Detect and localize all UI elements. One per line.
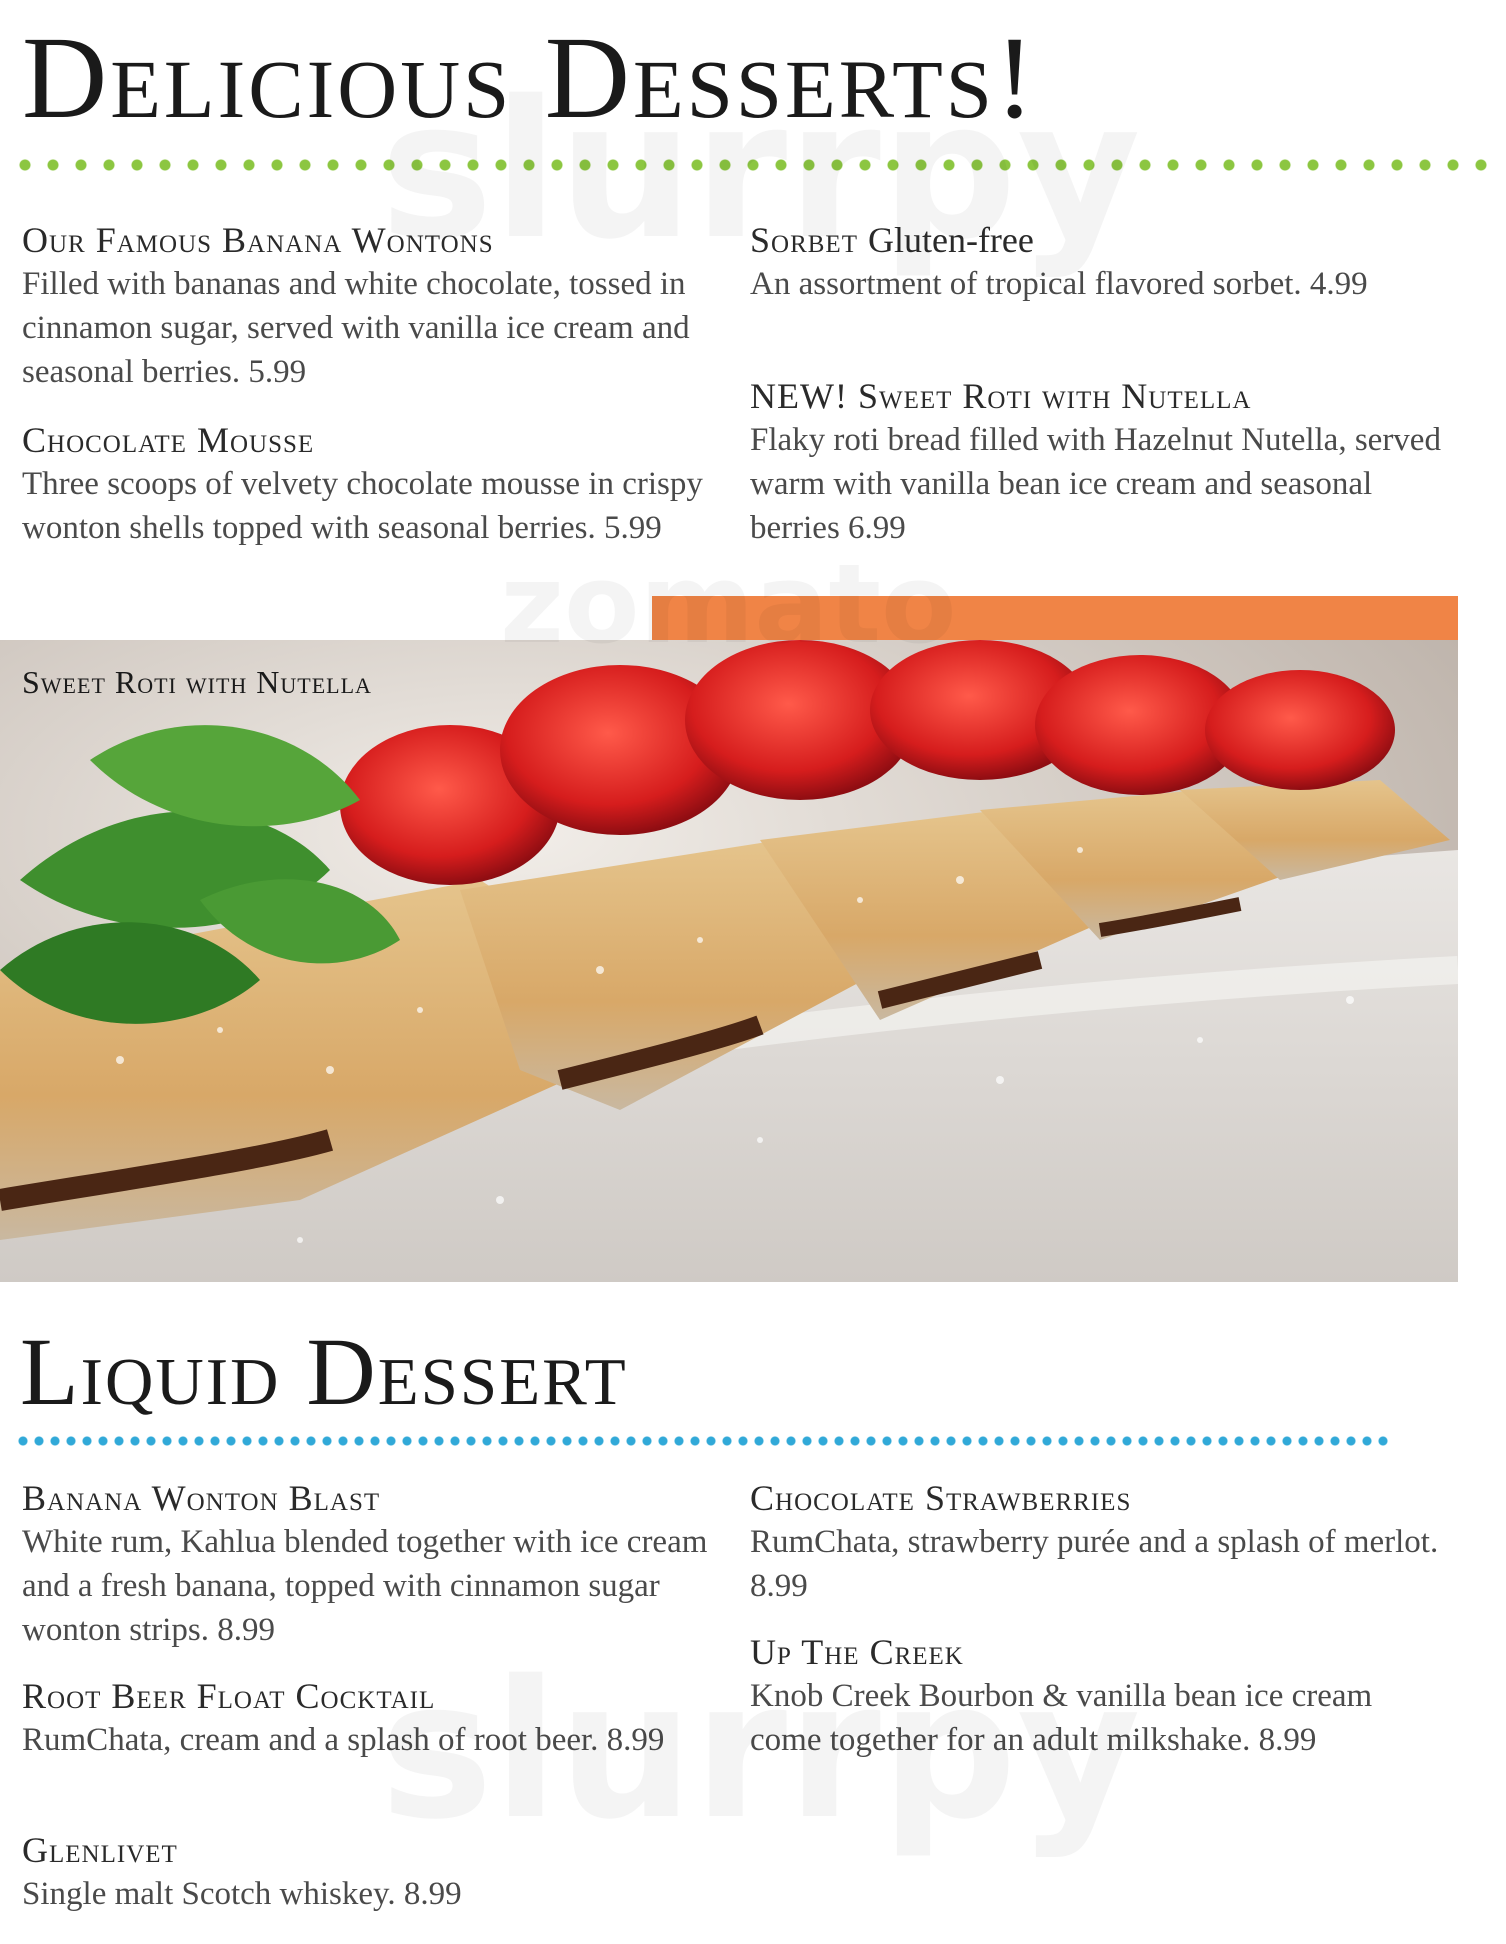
item-description: Filled with bananas and white chocolate, tossed in cinnamon sugar, served with vanilla ice cream and seasonal berries. 5.99 <box>22 266 690 390</box>
item-description: Knob Creek Bourbon & vanilla bean ice cream come together for an adult milkshake. 8.99 <box>750 1678 1373 1758</box>
photo-caption: Sweet Roti with Nutella <box>22 664 372 700</box>
menu-item-chocolate-mousse <box>22 418 712 550</box>
item-name: Root Beer Float Cocktail <box>22 1676 436 1716</box>
page-title: Delicious Desserts! <box>22 12 1038 143</box>
item-name: NEW! Sweet Roti with Nutella <box>750 376 1252 416</box>
item-name: Glenlivet <box>22 1830 178 1870</box>
item-description: RumChata, strawberry purée and a splash of merlot. 8.99 <box>750 1524 1439 1604</box>
item-description: RumChata, cream and a splash of root beer. 8.99 <box>22 1722 665 1758</box>
item-description: Three scoops of velvety chocolate mousse in crispy wonton shells topped with seasonal berries. 5.99 <box>22 466 703 546</box>
section-title-liquid-dessert: Liquid Dessert <box>20 1318 628 1425</box>
item-name-row <box>750 218 1450 262</box>
item-name: Sorbet <box>750 220 858 260</box>
menu-item-chocolate-strawberries <box>750 1476 1450 1608</box>
item-description: An assortment of tropical flavored sorbet. 4.99 <box>750 266 1368 302</box>
green-dotted-divider <box>18 158 1498 172</box>
item-name: Chocolate Mousse <box>22 420 315 460</box>
dessert-photo <box>0 640 1458 1282</box>
menu-item-sorbet <box>750 218 1450 306</box>
item-description: Flaky roti bread filled with Hazelnut Nutella, served warm with vanilla bean ice cream and seasonal berries 6.99 <box>750 422 1441 546</box>
menu-item-sweet-roti <box>750 374 1450 550</box>
menu-item-glenlivet <box>22 1828 712 1916</box>
menu-item-banana-wonton-blast <box>22 1476 712 1652</box>
item-description: White rum, Kahlua blended together with ice cream and a fresh banana, topped with cinnamon sugar wonton strips. 8.99 <box>22 1524 708 1648</box>
menu-item-root-beer-float-cocktail <box>22 1674 712 1762</box>
gluten-free-tag: Gluten-free <box>867 220 1034 260</box>
item-description: Single malt Scotch whiskey. 8.99 <box>22 1876 462 1912</box>
item-name: Up The Creek <box>750 1632 964 1672</box>
sweet-roti-illustration <box>0 640 1458 1282</box>
menu-item-banana-wontons <box>22 218 712 394</box>
item-name: Banana Wonton Blast <box>22 1478 381 1518</box>
menu-item-up-the-creek <box>750 1630 1450 1762</box>
item-name: Our Famous Banana Wontons <box>22 220 494 260</box>
item-name: Chocolate Strawberries <box>750 1478 1132 1518</box>
blue-dotted-divider <box>18 1436 1388 1446</box>
